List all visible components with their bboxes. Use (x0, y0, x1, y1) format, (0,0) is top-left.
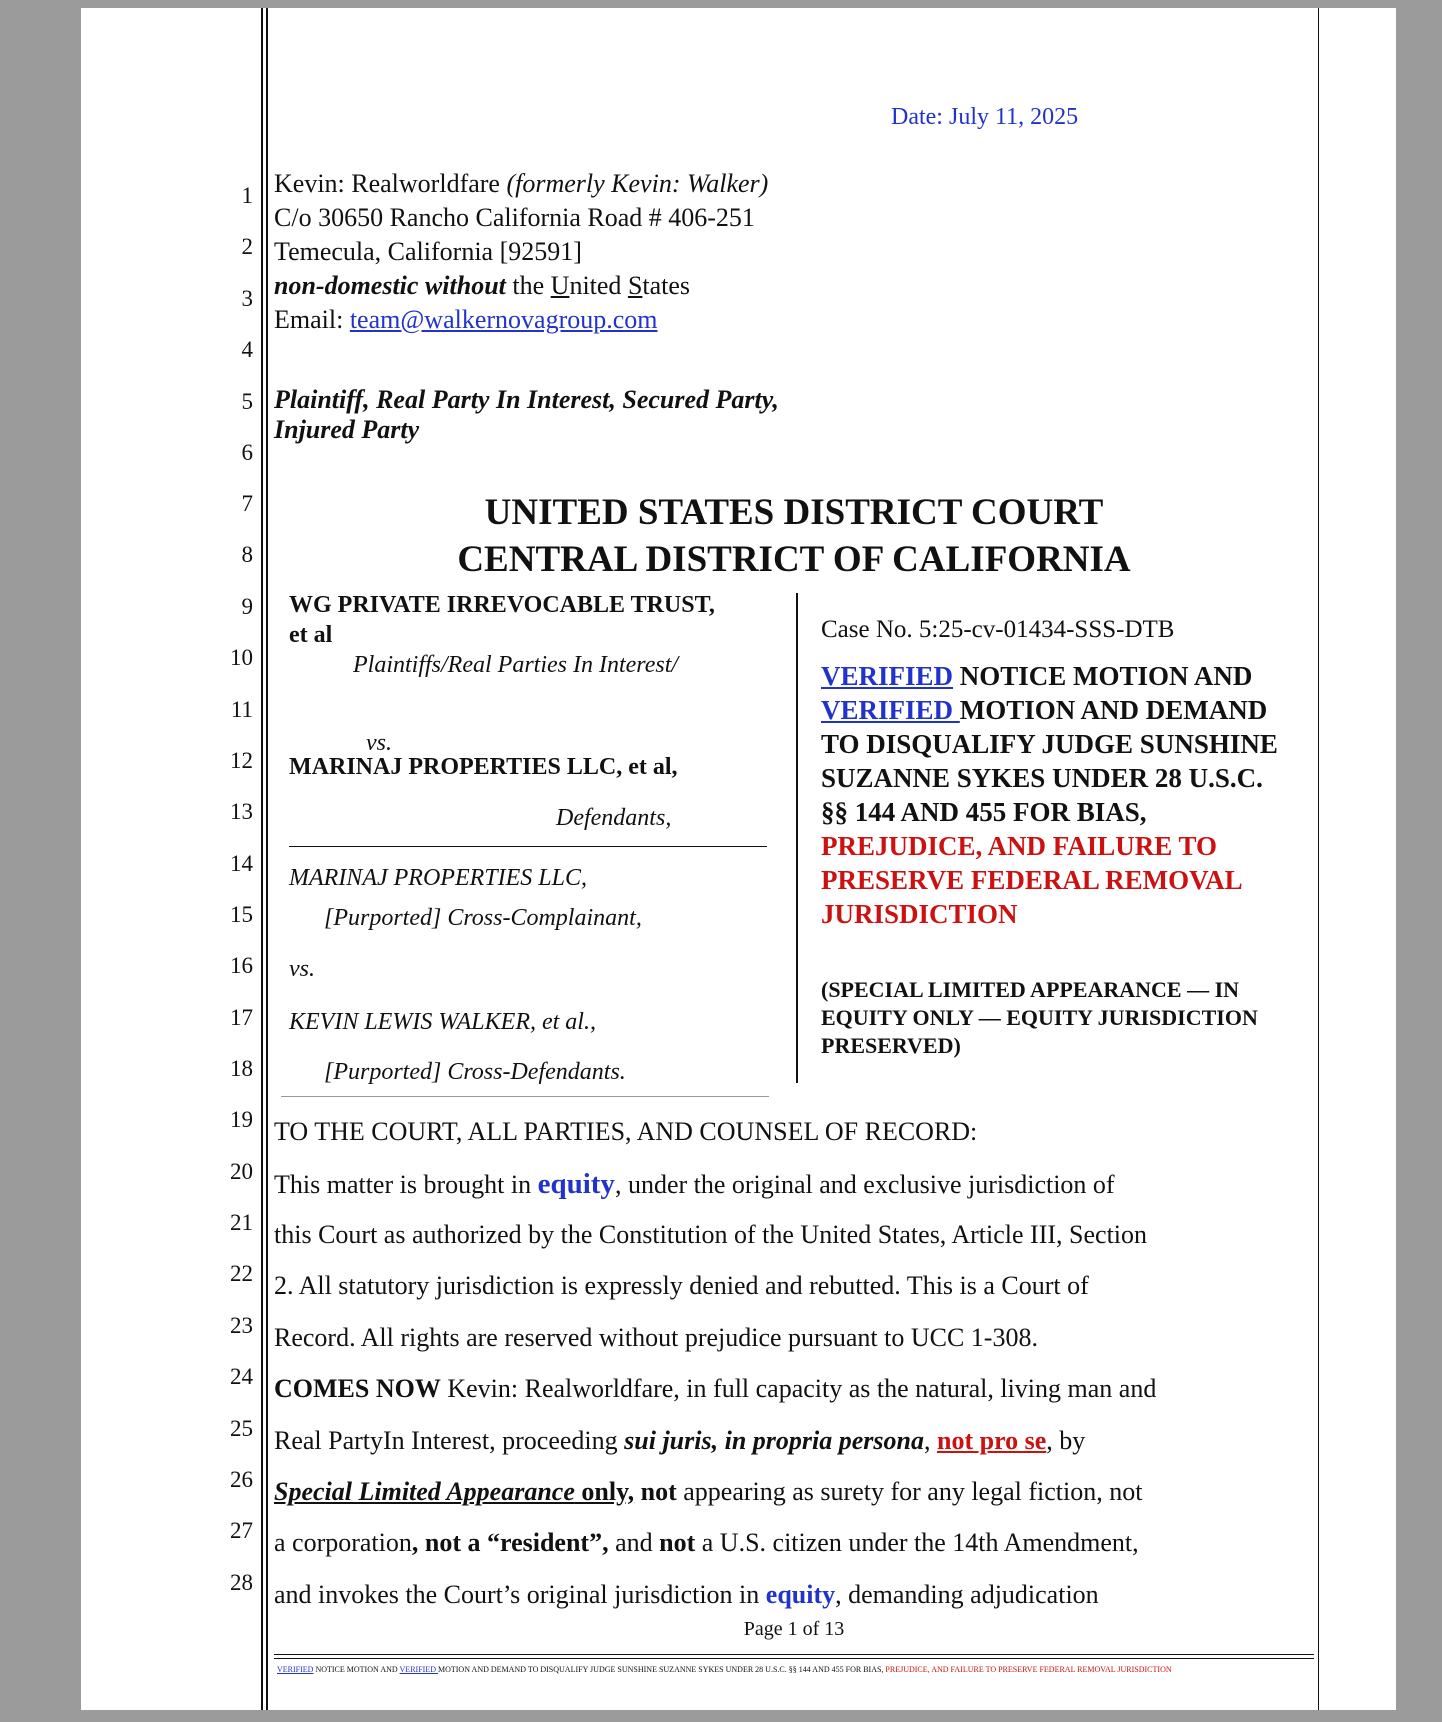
line-number: 19 (230, 1107, 253, 1132)
body-line-28 (274, 1580, 1099, 1610)
caption-cross-defendant-role: [Purported] Cross-Defendants. (324, 1059, 626, 1085)
caption-plaintiff: WG PRIVATE IRREVOCABLE TRUST, (289, 592, 715, 618)
status-u: U (550, 271, 570, 300)
author-address-2: Temecula, California [92591] (274, 237, 582, 266)
motion-title-line-7: PRESERVE FEDERAL REMOVAL (821, 865, 1243, 895)
not-a-resident: , not a “resident”, (411, 1528, 609, 1557)
author-email (274, 303, 658, 337)
only: only, (574, 1477, 635, 1506)
line-number: 2 (241, 234, 253, 259)
caption-vertical-divider (796, 593, 798, 1083)
court-name-line-1: UNITED STATES DISTRICT COURT (484, 492, 1104, 533)
body-line-19: TO THE COURT, ALL PARTIES, AND COUNSEL OF RECORD: (274, 1117, 978, 1146)
line-number: 24 (230, 1364, 253, 1389)
line-number: 16 (230, 953, 253, 978)
footer-rule-top (274, 1654, 1314, 1655)
caption-vs-2: vs. (289, 956, 315, 982)
left-margin-rule-inner (266, 8, 268, 1710)
footer-rule-bottom (274, 1658, 1314, 1659)
email-link[interactable]: team@walkernovagroup.com (349, 305, 658, 334)
author-status (274, 269, 690, 303)
line-number: 8 (241, 542, 253, 567)
l20-a: This matter is brought in (274, 1170, 538, 1199)
plaintiff-role-line-2: Injured Party (274, 415, 420, 444)
author-former-name: (formerly Kevin: Walker) (506, 169, 769, 198)
line-number: 10 (230, 645, 253, 670)
status-tates: tates (642, 271, 691, 300)
l28-a: and invokes the Court’s original jurisdiction in (274, 1580, 766, 1609)
page-number: Page 1 of 13 (743, 1618, 845, 1640)
document-page (81, 8, 1396, 1710)
body-line-21: this Court as authorized by the Constitution of the United States, Article III, Section (274, 1220, 1148, 1249)
caption-bottom-rule (281, 1096, 769, 1097)
line-number: 28 (230, 1570, 253, 1595)
plaintiff-role-line-1: Plaintiff, Real Party In Interest, Secured Party, (274, 385, 779, 414)
motion-title-line-1 (821, 659, 1278, 693)
line-number: 7 (241, 491, 253, 516)
motion-title-line-3: TO DISQUALIFY JUDGE SUNSHINE (821, 729, 1278, 759)
appearance-line-3: PRESERVED) (821, 1033, 961, 1058)
l26-rest: appearing as surety for any legal fiction, not (676, 1477, 1143, 1506)
verified-link-2[interactable]: VERIFIED (821, 695, 960, 725)
line-number: 6 (241, 440, 253, 465)
caption-cross-defendant: KEVIN LEWIS WALKER, et al., (289, 1009, 596, 1035)
sui-juris: sui juris, in propria persona (624, 1426, 924, 1455)
body-line-24 (274, 1374, 1156, 1404)
motion-title-line-5: §§ 144 AND 455 FOR BIAS, (821, 797, 1147, 827)
title1-rest: NOTICE MOTION AND (953, 661, 1253, 691)
line-number: 22 (230, 1261, 253, 1286)
status-the: the (505, 271, 551, 300)
author-name (274, 167, 768, 201)
left-margin-rule (261, 8, 263, 1710)
status-s: S (627, 271, 643, 300)
caption-divider (289, 846, 767, 847)
l25-comma: , (923, 1426, 937, 1455)
line-number: 12 (230, 748, 253, 773)
l24-rest: Kevin: Realworldfare, in full capacity as the natural, living man and (440, 1374, 1157, 1403)
footer-text-2: MOTION AND DEMAND TO DISQUALIFY JUDGE SUNSHINE SUZANNE SYKES UNDER 28 U.S.C. §§ 144 AND 455 FOR BIAS, (437, 1665, 886, 1674)
author-address-1: C/o 30650 Rancho California Road # 406-251 (274, 203, 755, 232)
motion-title-line-8: JURISDICTION (821, 899, 1018, 929)
equity-keyword-2: equity (765, 1580, 836, 1609)
body-line-23: Record. All rights are reserved without prejudice pursuant to UCC 1-308. (274, 1323, 1038, 1352)
line-number: 21 (230, 1210, 253, 1235)
l27-c: a U.S. citizen under the 14th Amendment, (695, 1528, 1139, 1557)
status-bold: non-domestic without (274, 271, 506, 300)
footer-verified-2[interactable]: VERIFIED (399, 1665, 438, 1674)
email-label: Email: (274, 305, 350, 334)
motion-title-line-2 (821, 693, 1278, 727)
l20-b: , under the original and exclusive jurisdiction of (614, 1170, 1115, 1199)
footer-title (277, 1665, 1172, 1674)
body-line-25 (274, 1426, 1085, 1456)
l25-b: , by (1046, 1426, 1086, 1455)
l27-a: a corporation (274, 1528, 412, 1557)
line-number: 18 (230, 1056, 253, 1081)
l25-a: Real PartyIn Interest, proceeding (274, 1426, 625, 1455)
court-name-line-2: CENTRAL DISTRICT OF CALIFORNIA (457, 539, 1131, 580)
line-number: 1 (241, 183, 253, 208)
body-line-26 (274, 1477, 1142, 1507)
line-number: 23 (230, 1313, 253, 1338)
special-appearance-notice (821, 976, 1258, 1060)
caption-defendant-role: Defendants, (556, 805, 672, 831)
title2-rest: MOTION AND DEMAND (959, 695, 1268, 725)
caption-plaintiff-et-al: et al (289, 622, 333, 648)
line-number: 11 (230, 697, 253, 722)
not-1: not (634, 1477, 677, 1506)
line-number: 13 (230, 799, 253, 824)
body-line-20 (274, 1168, 1115, 1201)
motion-title-line-6: PREJUDICE, AND FAILURE TO (821, 831, 1218, 861)
body-line-27 (274, 1528, 1139, 1558)
line-number: 9 (241, 594, 253, 619)
not-pro-se: not pro se (936, 1426, 1047, 1455)
special-limited-appearance: Special Limited Appearance (274, 1477, 575, 1506)
caption-vs: vs. (366, 730, 392, 756)
status-nited: nited (569, 271, 628, 300)
verified-link-1[interactable]: VERIFIED (821, 661, 954, 691)
comes-now: COMES NOW (274, 1374, 441, 1403)
line-number: 25 (230, 1416, 253, 1441)
equity-keyword: equity (537, 1168, 615, 1200)
line-number: 17 (230, 1005, 253, 1030)
right-margin-rule (1318, 8, 1319, 1710)
body-line-22: 2. All statutory jurisdiction is expressly denied and rebutted. This is a Court of (274, 1271, 1089, 1300)
appearance-line-2: EQUITY ONLY — EQUITY JURISDICTION (821, 1005, 1258, 1030)
line-number: 3 (241, 286, 253, 311)
caption-defendant: MARINAJ PROPERTIES LLC, et al, (289, 754, 678, 780)
line-number: 15 (230, 902, 253, 927)
caption-cross-complainant: MARINAJ PROPERTIES LLC, (289, 865, 587, 891)
case-number: Case No. 5:25-cv-01434-SSS-DTB (821, 616, 1175, 643)
line-number: 26 (230, 1467, 253, 1492)
footer-verified-1[interactable]: VERIFIED (277, 1665, 314, 1674)
line-number: 4 (241, 337, 253, 362)
footer-red-text: PREJUDICE, AND FAILURE TO PRESERVE FEDERAL REMOVAL JURISDICTION (885, 1665, 1172, 1674)
line-number: 14 (230, 851, 253, 876)
line-number: 27 (230, 1518, 253, 1543)
footer-text-1: NOTICE MOTION AND (313, 1665, 400, 1674)
caption-cross-complainant-role: [Purported] Cross-Complainant, (324, 905, 642, 931)
appearance-line-1: (SPECIAL LIMITED APPEARANCE — IN (821, 977, 1240, 1002)
motion-title (821, 659, 1278, 931)
plaintiff-role (274, 385, 779, 445)
author-current-name: Kevin: Realworldfare (274, 169, 500, 198)
l28-b: , demanding adjudication (835, 1580, 1099, 1609)
line-number: 20 (230, 1159, 253, 1184)
caption-plaintiff-role: Plaintiffs/Real Parties In Interest/ (353, 652, 679, 678)
line-number: 5 (241, 389, 253, 414)
l27-b: and (608, 1528, 660, 1557)
document-date: Date: July 11, 2025 (891, 104, 1079, 130)
motion-title-line-4: SUZANNE SYKES UNDER 28 U.S.C. (821, 763, 1263, 793)
not-2: not (659, 1528, 696, 1557)
